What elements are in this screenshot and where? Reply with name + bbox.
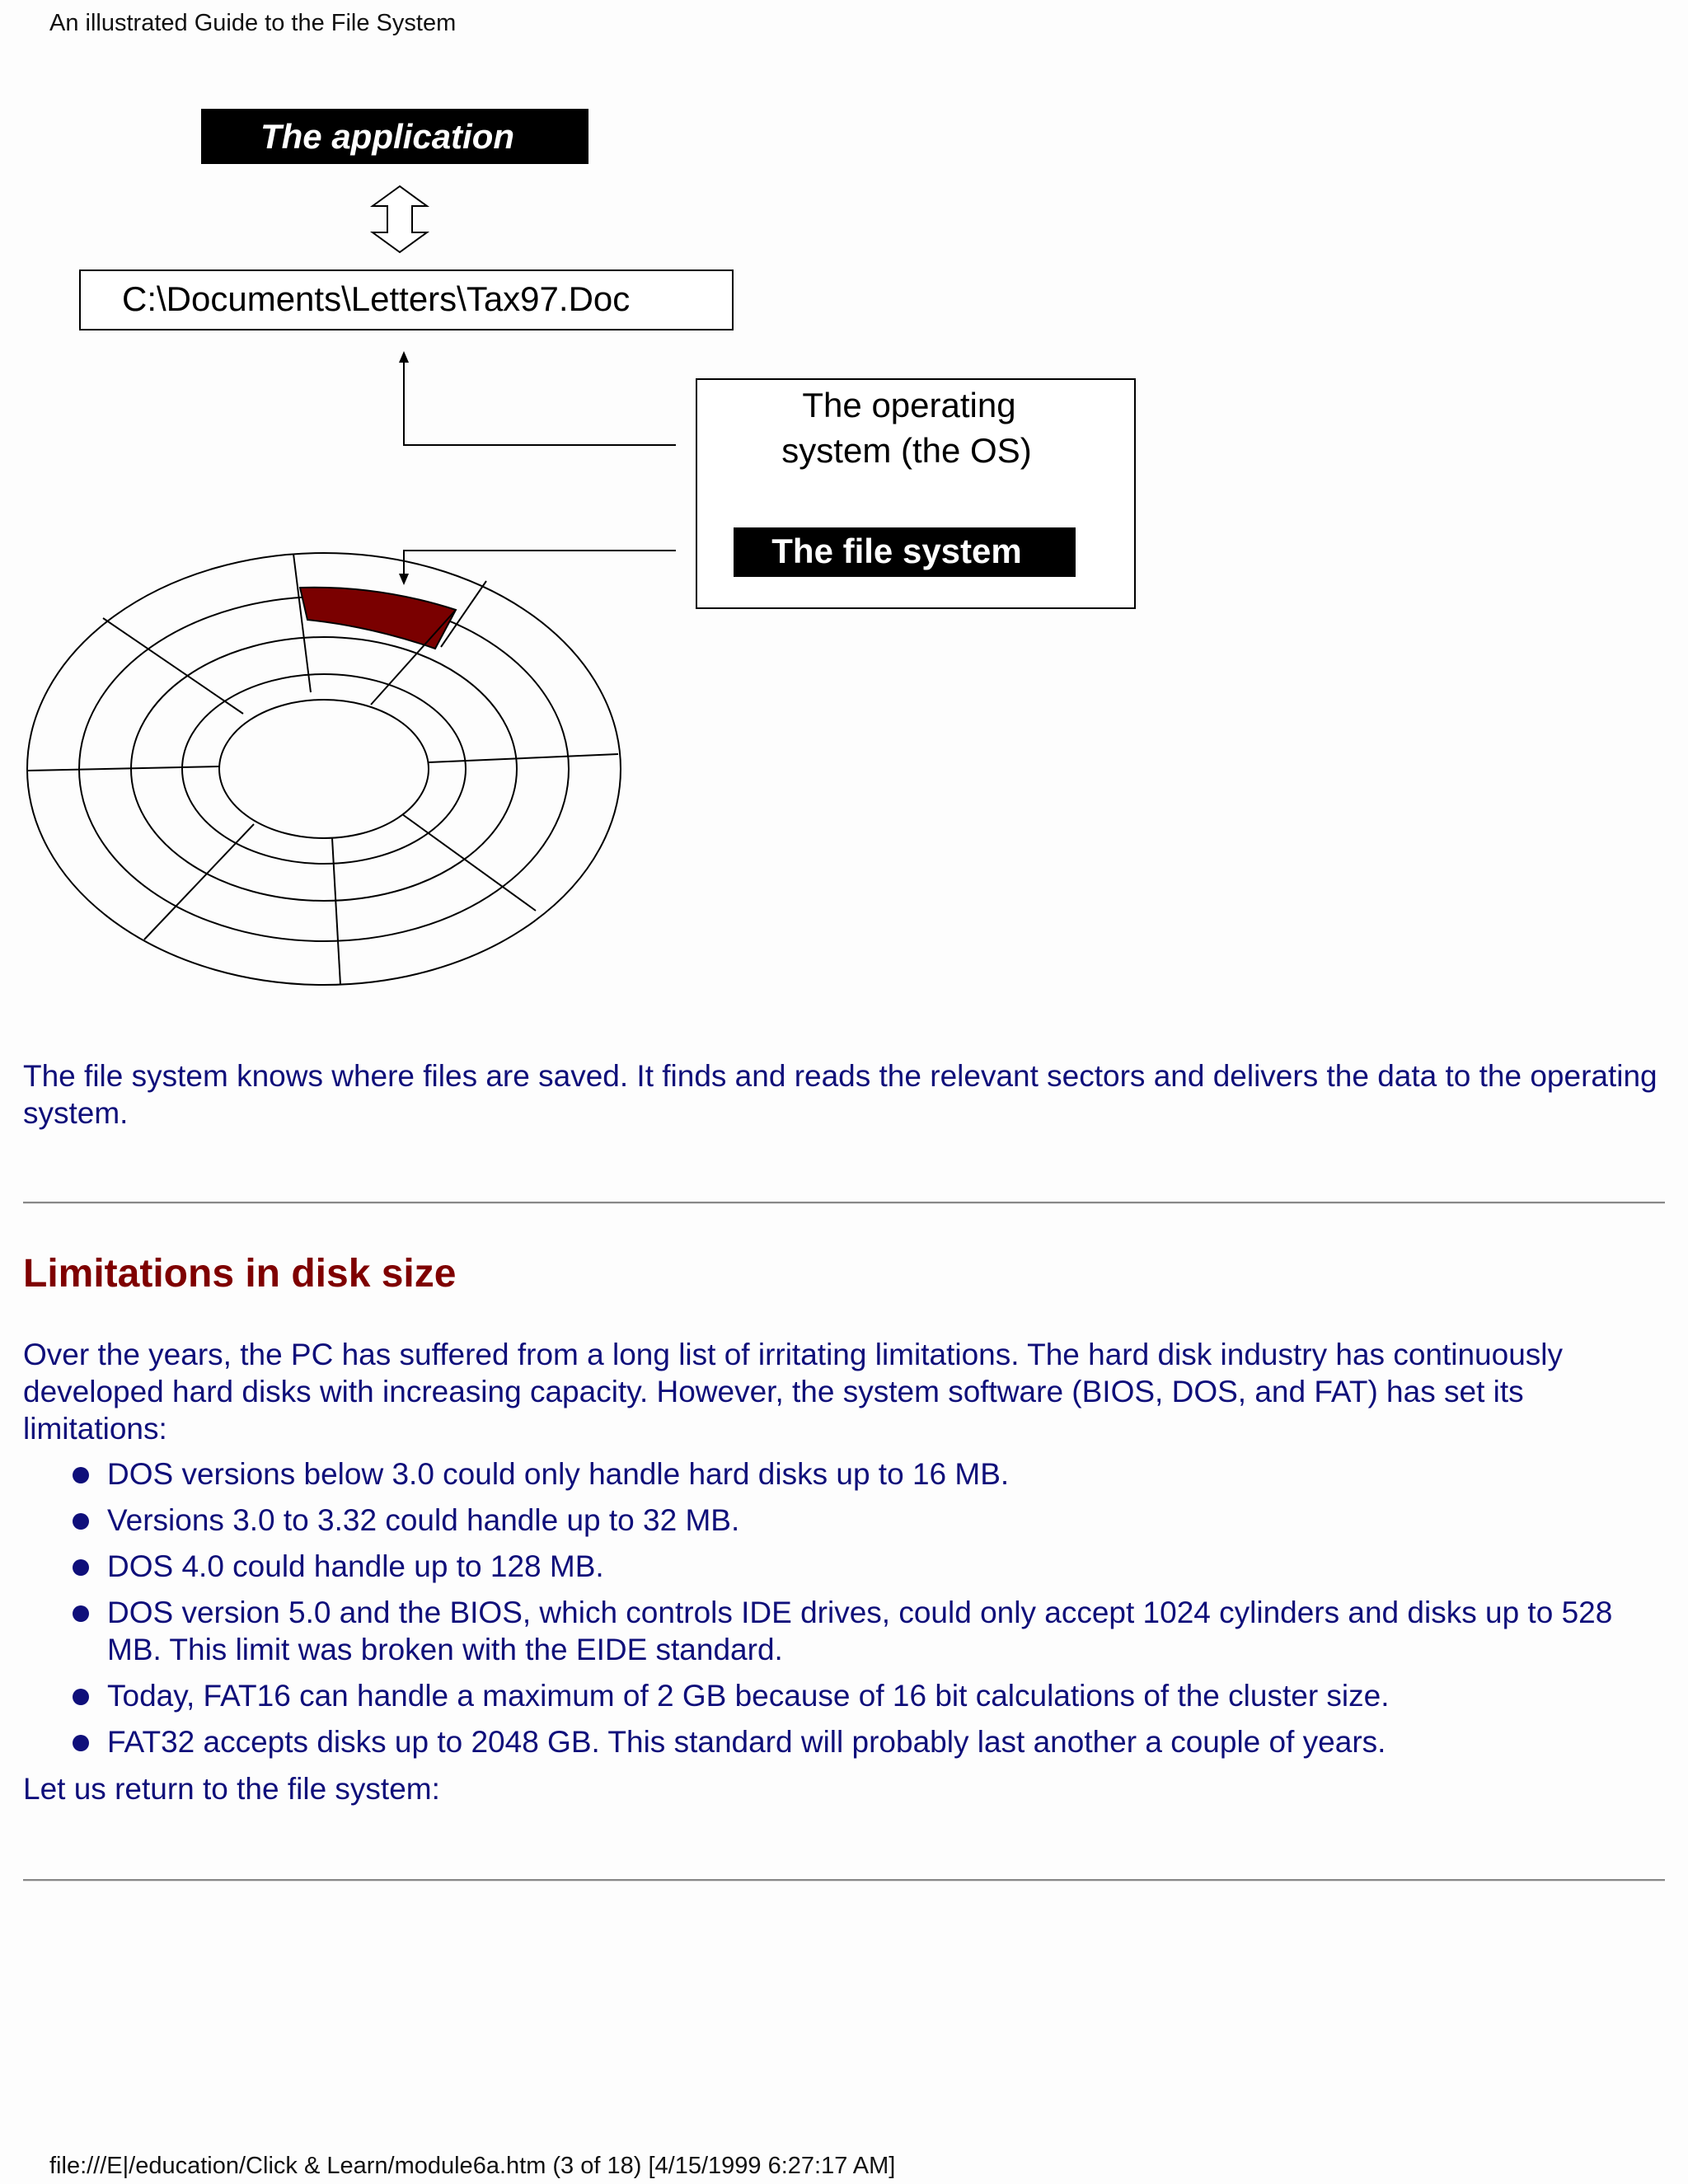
- list-item: [23, 1677, 1663, 1714]
- list-item: [23, 1455, 1663, 1493]
- page-header: An illustrated Guide to the File System: [49, 10, 457, 36]
- bullet-icon: [73, 1559, 89, 1576]
- section-outro: Let us return to the file system:: [23, 1772, 440, 1806]
- section-intro: Over the years, the PC has suffered from a long list of irritating limitations. The hard disk industry has continuously developed hard disks with increasing capacity. However, the system software (BIOS, DOS, and FAT) has set its limitations:: [23, 1338, 1564, 1446]
- double-arrow-icon: [373, 186, 427, 252]
- page-footer: file:///E|/education/Click & Learn/module6a.htm (3 of 18) [4/15/1999 6:27:17 AM]: [49, 2153, 896, 2179]
- disk-platter: [27, 553, 621, 985]
- intro-paragraph: The file system knows where files are saved. It finds and reads the relevant sectors and delivers the data to the operating system.: [23, 1059, 1658, 1130]
- application-label: The application: [260, 117, 515, 156]
- bullet-icon: [73, 1513, 89, 1530]
- list-item-text: Versions 3.0 to 3.32 could handle up to 32 MB.: [107, 1503, 740, 1537]
- list-item: [23, 1548, 1663, 1585]
- disk-track-4: [182, 674, 466, 864]
- disk-spindle-hole: [219, 700, 429, 838]
- divider-1: [23, 1202, 1665, 1204]
- bullet-icon: [73, 1689, 89, 1705]
- list-item: [23, 1723, 1663, 1760]
- path-label: C:\Documents\Letters\Tax97.Doc: [122, 279, 631, 318]
- list-item-text: DOS 4.0 could handle up to 128 MB.: [107, 1549, 604, 1583]
- arrowhead-up-icon: [399, 351, 409, 363]
- highlighted-sector: [300, 588, 456, 649]
- os-to-path-connector: [404, 356, 676, 445]
- list-item: [23, 1502, 1663, 1539]
- disk-track-2: [79, 597, 569, 941]
- list-item-text: DOS version 5.0 and the BIOS, which controls IDE drives, could only accept 1024 cylinders and disks up to 528 MB. This limit was broken with the EIDE standard.: [107, 1596, 1613, 1666]
- list-item-text: DOS versions below 3.0 could only handle hard disks up to 16 MB.: [107, 1457, 1010, 1491]
- limitations-list: [23, 1455, 1663, 1769]
- list-item-text: FAT32 accepts disks up to 2048 GB. This standard will probably last another a couple of years.: [107, 1725, 1386, 1759]
- list-item: [23, 1594, 1663, 1668]
- arrowhead-down-icon: [399, 574, 409, 585]
- os-label-line1: The operating: [802, 386, 1016, 424]
- file-system-diagram: [0, 82, 1154, 989]
- divider-2: [23, 1879, 1665, 1882]
- list-item-text: Today, FAT16 can handle a maximum of 2 GB because of 16 bit calculations of the cluster size.: [107, 1679, 1390, 1713]
- bullet-icon: [73, 1735, 89, 1751]
- os-label-line2: system (the OS): [781, 431, 1032, 470]
- bullet-icon: [73, 1605, 89, 1622]
- section-heading: Limitations in disk size: [23, 1252, 457, 1296]
- bullet-icon: [73, 1467, 89, 1483]
- fs-to-disk-connector: [404, 551, 676, 577]
- file-system-label: The file system: [771, 532, 1022, 570]
